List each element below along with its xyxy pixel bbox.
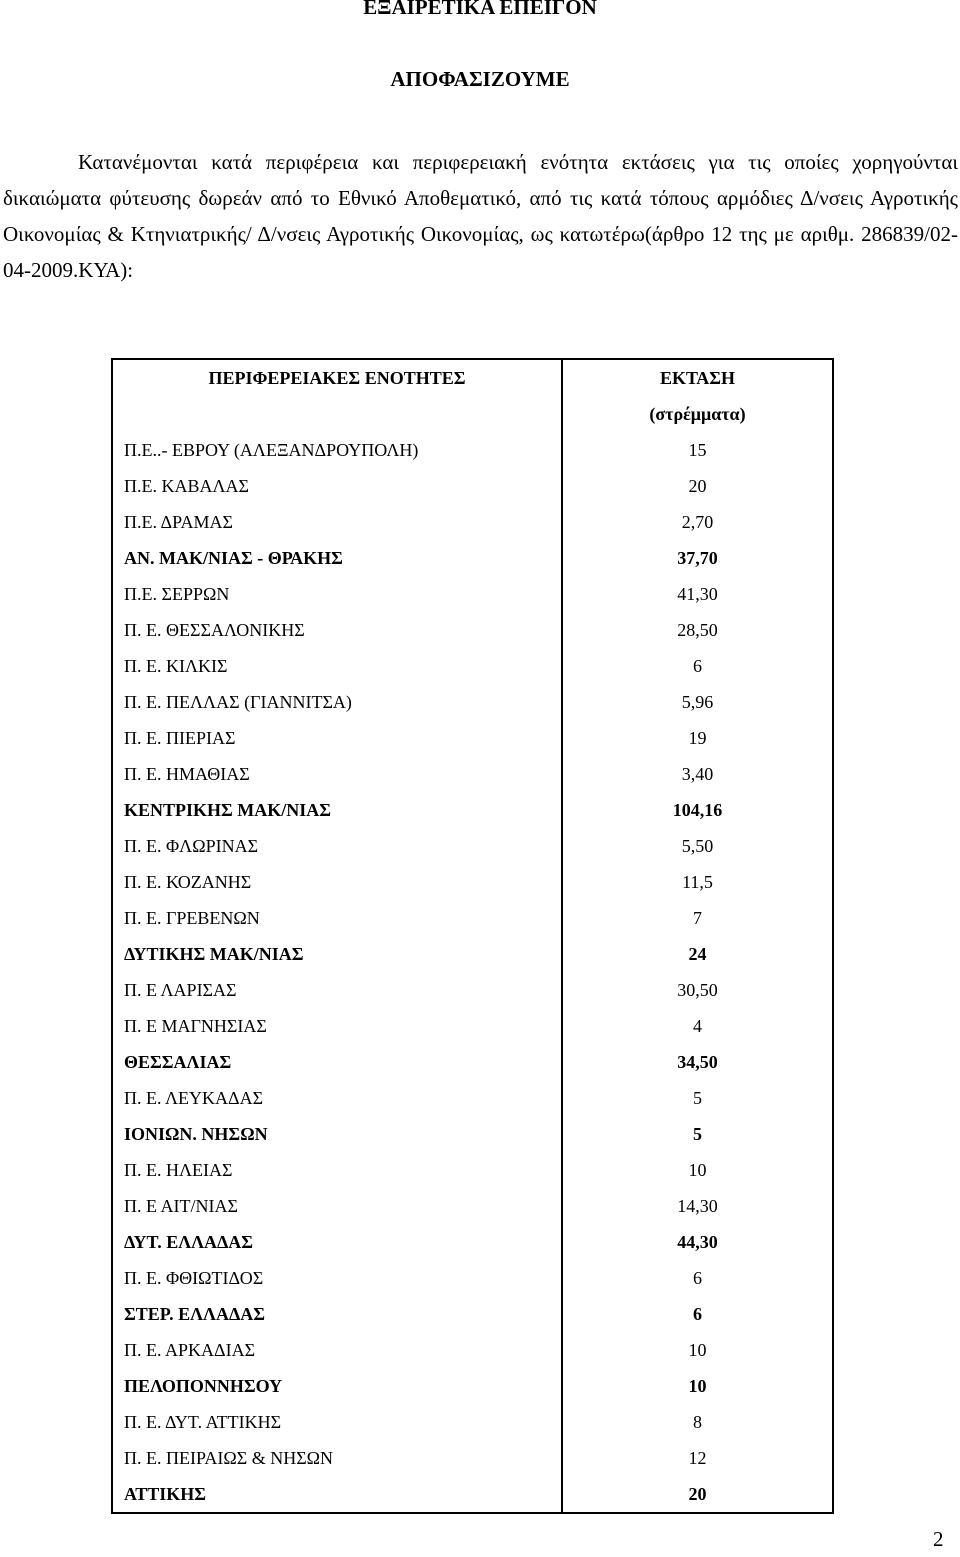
table-row (112, 612, 833, 648)
regional-unit-name: Π. Ε. ΚΟΖΑΝΗΣ (112, 864, 562, 900)
table-row (112, 1332, 833, 1368)
regional-unit-name: Π. Ε. ΑΡΚΑΔΙΑΣ (112, 1332, 562, 1368)
regional-unit-name: Π.Ε. ΚΑΒΑΛΑΣ (112, 468, 562, 504)
table-row (112, 684, 833, 720)
table-row-total (112, 792, 833, 828)
regional-unit-name: ΔΥΤΙΚΗΣ ΜΑΚ/ΝΙΑΣ (112, 936, 562, 972)
table-row (112, 1440, 833, 1476)
table-body (112, 432, 833, 1513)
area-value: 5 (562, 1080, 833, 1116)
regional-unit-name: ΣΤΕΡ. ΕΛΛΑΔΑΣ (112, 1296, 562, 1332)
table-row (112, 576, 833, 612)
area-value: 20 (562, 468, 833, 504)
area-value: 14,30 (562, 1188, 833, 1224)
area-value: 28,50 (562, 612, 833, 648)
regional-unit-name: Π. Ε. ΗΜΑΘΙΑΣ (112, 756, 562, 792)
regional-unit-name: ΙΟΝΙΩΝ. ΝΗΣΩΝ (112, 1116, 562, 1152)
area-value: 6 (562, 1260, 833, 1296)
area-value: 34,50 (562, 1044, 833, 1080)
regional-unit-name: ΑΝ. ΜΑΚ/ΝΙΑΣ - ΘΡΑΚΗΣ (112, 540, 562, 576)
area-value: 37,70 (562, 540, 833, 576)
area-value: 11,5 (562, 864, 833, 900)
header-regional-units: ΠΕΡΙΦΕΡΕΙΑΚΕΣ ΕΝΟΤΗΤΕΣ (112, 359, 562, 432)
regional-unit-name: Π. Ε ΑΙΤ/ΝΙΑΣ (112, 1188, 562, 1224)
table-row (112, 648, 833, 684)
header-area-unit: (στρέμματα) (649, 404, 746, 424)
area-value: 44,30 (562, 1224, 833, 1260)
area-value: 5,50 (562, 828, 833, 864)
area-value: 5 (562, 1116, 833, 1152)
area-value: 15 (562, 432, 833, 468)
area-value: 8 (562, 1404, 833, 1440)
regional-unit-name: Π. Ε. ΠΕΛΛΑΣ (ΓΙΑΝΝΙΤΣΑ) (112, 684, 562, 720)
regional-unit-name: Π. Ε. ΠΙΕΡΙΑΣ (112, 720, 562, 756)
area-value: 4 (562, 1008, 833, 1044)
regional-unit-name: Π. Ε. ΠΕΙΡΑΙΩΣ & ΝΗΣΩΝ (112, 1440, 562, 1476)
table-row-total (112, 1044, 833, 1080)
table-row (112, 828, 833, 864)
table-row (112, 1260, 833, 1296)
table-row (112, 1080, 833, 1116)
area-value: 2,70 (562, 504, 833, 540)
table-row (112, 1188, 833, 1224)
area-value: 6 (562, 648, 833, 684)
table-row-total (112, 936, 833, 972)
regional-unit-name: Π. Ε. ΦΘΙΩΤΙΔΟΣ (112, 1260, 562, 1296)
header-area (562, 359, 833, 432)
table-row (112, 900, 833, 936)
regional-unit-name: Π. Ε. ΚΙΛΚΙΣ (112, 648, 562, 684)
area-value: 7 (562, 900, 833, 936)
area-value: 6 (562, 1296, 833, 1332)
intro-paragraph: Κατανέμονται κατά περιφέρεια και περιφερειακή ενότητα εκτάσεις για τις οποίες χορηγούνται δικαιώματα φύτευσης δωρεάν από το Εθνικό Αποθεματικό, από τις κατά τόπους αρμόδιες Δ/νσεις Αγροτικής Οικονομίας & Κτηνιατρικής/ Δ/νσεις Αγροτικής Οικονομίας, ως κατωτέρω(άρθρο 12 της με αριθμ. 286839/02-04-2009.ΚΥΑ): (3, 150, 958, 282)
table-row (112, 1152, 833, 1188)
area-value: 3,40 (562, 756, 833, 792)
area-value: 104,16 (562, 792, 833, 828)
regional-unit-name: Π.Ε. ΔΡΑΜΑΣ (112, 504, 562, 540)
regional-unit-name: Π. Ε. ΗΛΕΙΑΣ (112, 1152, 562, 1188)
regional-unit-name: ΠΕΛΟΠΟΝΝΗΣΟΥ (112, 1368, 562, 1404)
area-value: 24 (562, 936, 833, 972)
area-value: 10 (562, 1152, 833, 1188)
regional-unit-name: Π.Ε. ΣΕΡΡΩΝ (112, 576, 562, 612)
regional-unit-name: Π.Ε..- ΕΒΡΟΥ (ΑΛΕΞΑΝΔΡΟΥΠΟΛΗ) (112, 432, 562, 468)
regional-unit-name: ΑΤΤΙΚΗΣ (112, 1476, 562, 1513)
table-row-total (112, 1116, 833, 1152)
table-row-total (112, 1224, 833, 1260)
table-row-total (112, 1296, 833, 1332)
table-header-row (112, 359, 833, 432)
header-area-label: ΕΚΤΑΣΗ (659, 368, 736, 388)
area-value: 20 (562, 1476, 833, 1513)
area-value: 30,50 (562, 972, 833, 1008)
area-value: 12 (562, 1440, 833, 1476)
regional-unit-name: ΔΥΤ. ΕΛΛΑΔΑΣ (112, 1224, 562, 1260)
table-row-total (112, 540, 833, 576)
area-value: 41,30 (562, 576, 833, 612)
regional-unit-name: Π. Ε ΛΑΡΙΣΑΣ (112, 972, 562, 1008)
table-row (112, 468, 833, 504)
decision-heading: ΑΠΟΦΑΣΙΖΟΥΜΕ (390, 67, 570, 91)
regional-unit-name: ΚΕΝΤΡΙΚΗΣ ΜΑΚ/ΝΙΑΣ (112, 792, 562, 828)
regional-unit-name: ΘΕΣΣΑΛΙΑΣ (112, 1044, 562, 1080)
table-row (112, 1008, 833, 1044)
table-row-total (112, 1476, 833, 1513)
table-row (112, 432, 833, 468)
table-row (112, 864, 833, 900)
regional-unit-name: Π. Ε. ΘΕΣΣΑΛΟΝΙΚΗΣ (112, 612, 562, 648)
table-row (112, 720, 833, 756)
regional-unit-name: Π. Ε. ΦΛΩΡΙΝΑΣ (112, 828, 562, 864)
area-value: 10 (562, 1368, 833, 1404)
allocation-table (111, 358, 834, 1514)
regional-unit-name: Π. Ε. ΔΥΤ. ΑΤΤΙΚΗΣ (112, 1404, 562, 1440)
regional-unit-name: Π. Ε ΜΑΓΝΗΣΙΑΣ (112, 1008, 562, 1044)
document-top-heading: ΕΞΑΙΡΕΤΙΚΑ ΕΠΕΙΓΟΝ (363, 0, 597, 19)
area-value: 19 (562, 720, 833, 756)
area-value: 10 (562, 1332, 833, 1368)
table-row (112, 1404, 833, 1440)
page-number: 2 (933, 1527, 944, 1551)
table-row-total (112, 1368, 833, 1404)
regional-unit-name: Π. Ε. ΓΡΕΒΕΝΩΝ (112, 900, 562, 936)
table-row (112, 756, 833, 792)
table-row (112, 504, 833, 540)
area-value: 5,96 (562, 684, 833, 720)
regional-unit-name: Π. Ε. ΛΕΥΚΑΔΑΣ (112, 1080, 562, 1116)
table-row (112, 972, 833, 1008)
